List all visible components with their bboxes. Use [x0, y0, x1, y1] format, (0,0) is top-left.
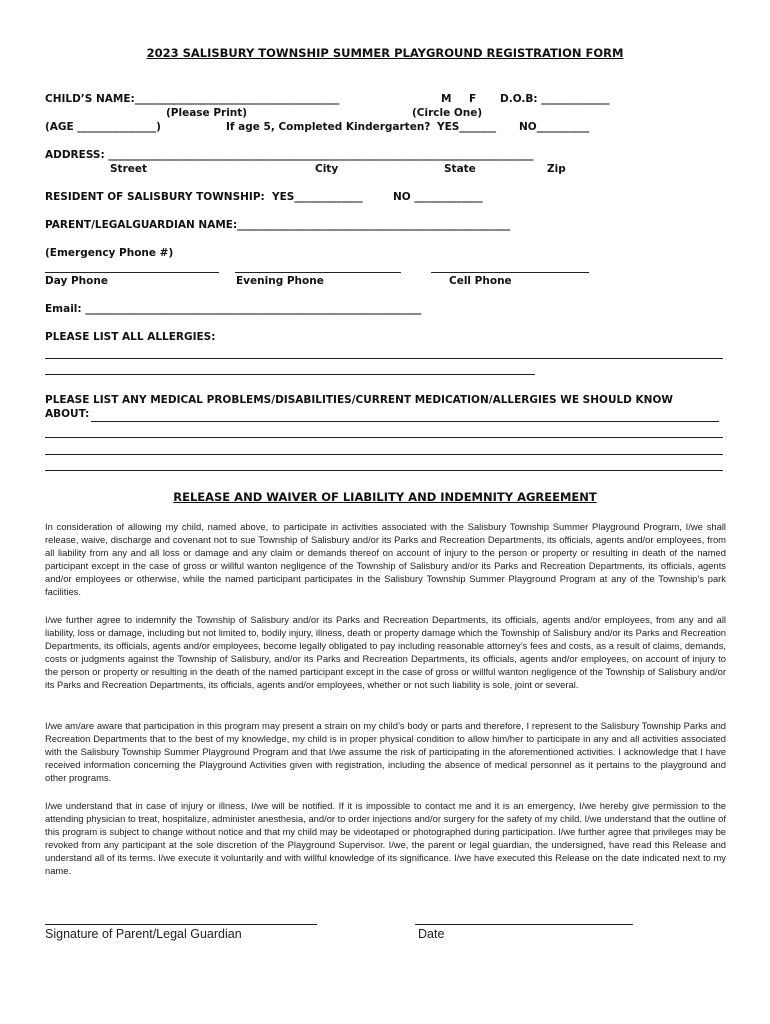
- waiver-paragraph-2: I/we further agree to indemnify the Township of Salisbury and/or its Parks and Recreation Departments, its officials, agents and/or employees, from any and all liability, loss or damage, including but not limited to, bodily injury, illness, death or property damage which the Township of Salisbury and/or its Parks and Recreation Departments, its officials, agents and/or employees, become legally obligated to pay including reasonable attorney’s fees and costs, as a result of claims, demands, costs or judgments against the Township of Salisbury, and/or its Parks and Recreation Departments, its officials, agents and/or employees, on account of injury to the person or property or resulting in the death of the named participant except in the case of gross or willful wanton negligence of the Township of Salisbury and/or its Parks and Recreation Departments, its officials, agents and/or employees, whether or not such liability is sole, joint or several.: [45, 614, 726, 690]
- allergies-line-2[interactable]: [45, 374, 535, 375]
- medical-line-2[interactable]: [45, 454, 723, 455]
- gender-f[interactable]: F: [469, 93, 477, 105]
- child-name-field[interactable]: CHILD’S NAME:_______________________________________: [45, 93, 340, 105]
- address-city-label: City: [315, 163, 339, 175]
- medical-label: PLEASE LIST ANY MEDICAL PROBLEMS/DISABILITIES/CURRENT MEDICATION/ALLERGIES WE SHOULD KNOW: [45, 394, 673, 406]
- evening-phone-label: Evening Phone: [236, 275, 324, 287]
- medical-about-label: ABOUT:: [45, 408, 90, 420]
- form-title: 2023 SALISBURY TOWNSHIP SUMMER PLAYGROUND REGISTRATION FORM: [146, 46, 624, 60]
- waiver-title: RELEASE AND WAIVER OF LIABILITY AND INDEMNITY AGREEMENT: [173, 490, 597, 504]
- address-field[interactable]: ADDRESS: _________________________________________________________________________________: [45, 149, 534, 161]
- gender-m[interactable]: M: [441, 93, 452, 105]
- emergency-phone-label: (Emergency Phone #): [45, 247, 174, 259]
- address-state-label: State: [444, 163, 476, 175]
- evening-phone-line[interactable]: [235, 272, 401, 273]
- age-field[interactable]: (AGE _______________): [45, 121, 161, 133]
- medical-line-3[interactable]: [45, 470, 723, 471]
- kindergarten-no[interactable]: NO__________: [519, 121, 590, 133]
- kindergarten-question: If age 5, Completed Kindergarten?: [226, 121, 431, 133]
- cell-phone-line[interactable]: [431, 272, 589, 273]
- parent-name-field[interactable]: PARENT/LEGALGUARDIAN NAME:____________________________________________________: [45, 219, 511, 231]
- day-phone-label: Day Phone: [45, 275, 108, 287]
- address-street-label: Street: [110, 163, 148, 175]
- medical-line-1[interactable]: [45, 437, 723, 438]
- waiver-paragraph-4: I/we understand that in case of injury or illness, I/we will be notified. If it is impossible to contact me and it is an emergency, I/we hereby give permission to the attending physician to treat, hospitalize, administer anesthesia, and/or to order injections and/or surgery for the safety of my child. I/we understand that the outline of this program is subject to change without notice and that my child may be videotaped or photographed during participation. I/we further agree that privileges may be revoked from any participant at the sole discretion of the Playground Supervisor. I/we, the parent or legal guardian, the undersigned, have read this Release and understand all of its terms. I/we execute it voluntarily and with willful knowledge of its significance. I/we have executed this Release on the date indicated next to my name.: [45, 800, 726, 876]
- kindergarten-yes[interactable]: YES_______: [437, 121, 497, 133]
- signature-line[interactable]: [45, 924, 317, 925]
- date-label: Date: [418, 927, 445, 941]
- allergies-line-1[interactable]: [45, 358, 723, 359]
- dob-field[interactable]: D.O.B: _____________: [500, 93, 610, 105]
- date-line[interactable]: [415, 924, 633, 925]
- signature-label: Signature of Parent/Legal Guardian: [45, 927, 242, 941]
- circle-one-note: (Circle One): [412, 107, 483, 119]
- day-phone-line[interactable]: [45, 272, 219, 273]
- waiver-paragraph-3: I/we am/are aware that participation in this program may present a strain on my child’s body or parts and therefore, I represent to the Salisbury Township Parks and Recreation Departments that to the best of my knowledge, my child is in proper physical condition to allow him/her to participate in any and all activities associated with the Salisbury Township Summer Playground Program and that I/we assume the risk of participating in the aforementioned activities. I acknowledge that I have received information concerning the Playground Activities given with registration, including the absence of medical personnel as it pertains to the playground and other programs.: [45, 720, 726, 783]
- resident-label: RESIDENT OF SALISBURY TOWNSHIP:: [45, 191, 265, 203]
- email-field[interactable]: Email: ________________________________________________________________: [45, 303, 422, 315]
- medical-line-0[interactable]: [91, 421, 719, 422]
- address-zip-label: Zip: [547, 163, 566, 175]
- resident-yes[interactable]: YES_____________: [272, 191, 363, 203]
- waiver-paragraph-1: In consideration of allowing my child, named above, to participate in activities associated with the Salisbury Township Summer Playground Program, I/we shall release, waive, discharge and covenant not to sue Township of Salisbury and/or its Parks and Recreation Departments, its officials, agents and/or employees, from all liability from any and all loss or damage and any claim or demands thereof on account of injury to the person or property or resulting in death of the named participant except in the case of gross or willful wanton negligence of the Township of Salisbury and/or its Parks and Recreation Departments, its officials, agents and/or employees or otherwise, while the named participant participates in the Salisbury Township Summer Playground Program at any of the Township’s park facilities.: [45, 521, 726, 597]
- cell-phone-label: Cell Phone: [449, 275, 512, 287]
- please-print-note: (Please Print): [166, 107, 248, 119]
- resident-no[interactable]: NO _____________: [393, 191, 483, 203]
- allergies-label: PLEASE LIST ALL ALLERGIES:: [45, 331, 216, 343]
